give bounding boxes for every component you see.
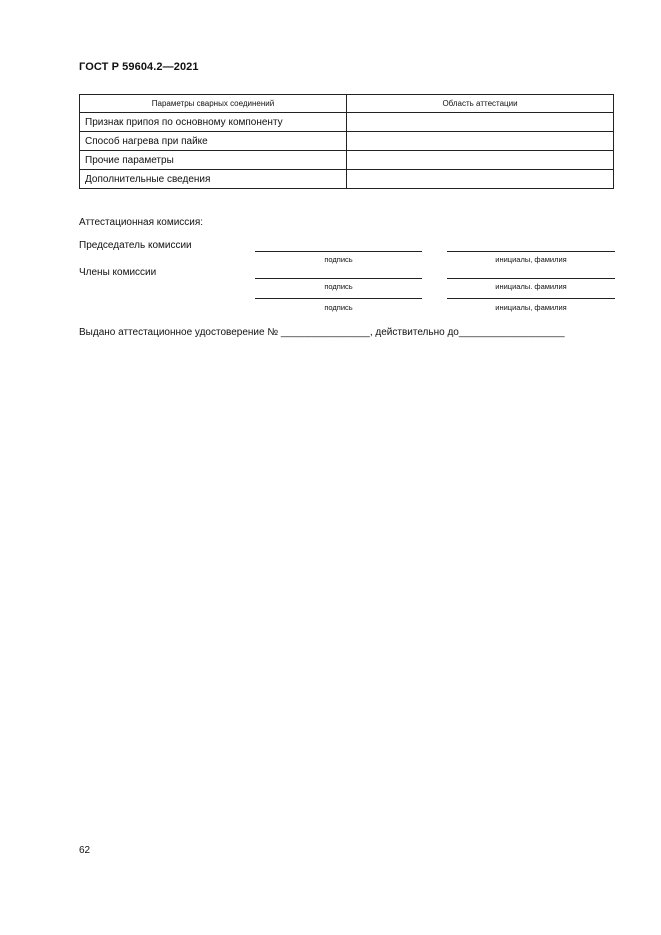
members-label: Члены комиссии (79, 267, 157, 278)
scope-cell (347, 151, 614, 170)
member-1-signature-line (255, 278, 422, 279)
attestation-table (79, 94, 614, 189)
scope-cell (347, 132, 614, 151)
column-header-scope: Область аттестации (347, 95, 614, 113)
scope-cell (347, 113, 614, 132)
member-2-signature-line (255, 298, 422, 299)
name-caption: инициалы, фамилия (495, 303, 567, 312)
chairman-label: Председатель комиссии (79, 240, 192, 251)
table-row (80, 132, 614, 151)
parameter-cell: Признак припоя по основному компоненту (80, 113, 347, 132)
chairman-signature-line (255, 251, 422, 252)
parameter-cell: Дополнительные сведения (80, 170, 347, 189)
parameter-cell: Способ нагрева при пайке (80, 132, 347, 151)
signature-caption: подпись (324, 303, 353, 312)
certificate-statement: Выдано аттестационное удостоверение № ________________, действительно до___________________ (79, 327, 565, 338)
table-row (80, 151, 614, 170)
member-2-name-line (447, 298, 615, 299)
table-row (80, 113, 614, 132)
chairman-name-line (447, 251, 615, 252)
document-code: ГОСТ Р 59604.2—2021 (79, 61, 199, 73)
table-header-row (80, 95, 614, 113)
name-caption: инициалы. фамилия (495, 282, 567, 291)
scope-cell (347, 170, 614, 189)
commission-title: Аттестационная комиссия: (79, 217, 204, 228)
table-row (80, 170, 614, 189)
column-header-parameters: Параметры сварных соединений (80, 95, 347, 113)
parameter-cell: Прочие параметры (80, 151, 347, 170)
member-1-name-line (447, 278, 615, 279)
signature-caption: подпись (324, 282, 353, 291)
name-caption: инициалы, фамилия (495, 255, 567, 264)
signature-caption: подпись (324, 255, 353, 264)
page-number: 62 (79, 845, 91, 856)
